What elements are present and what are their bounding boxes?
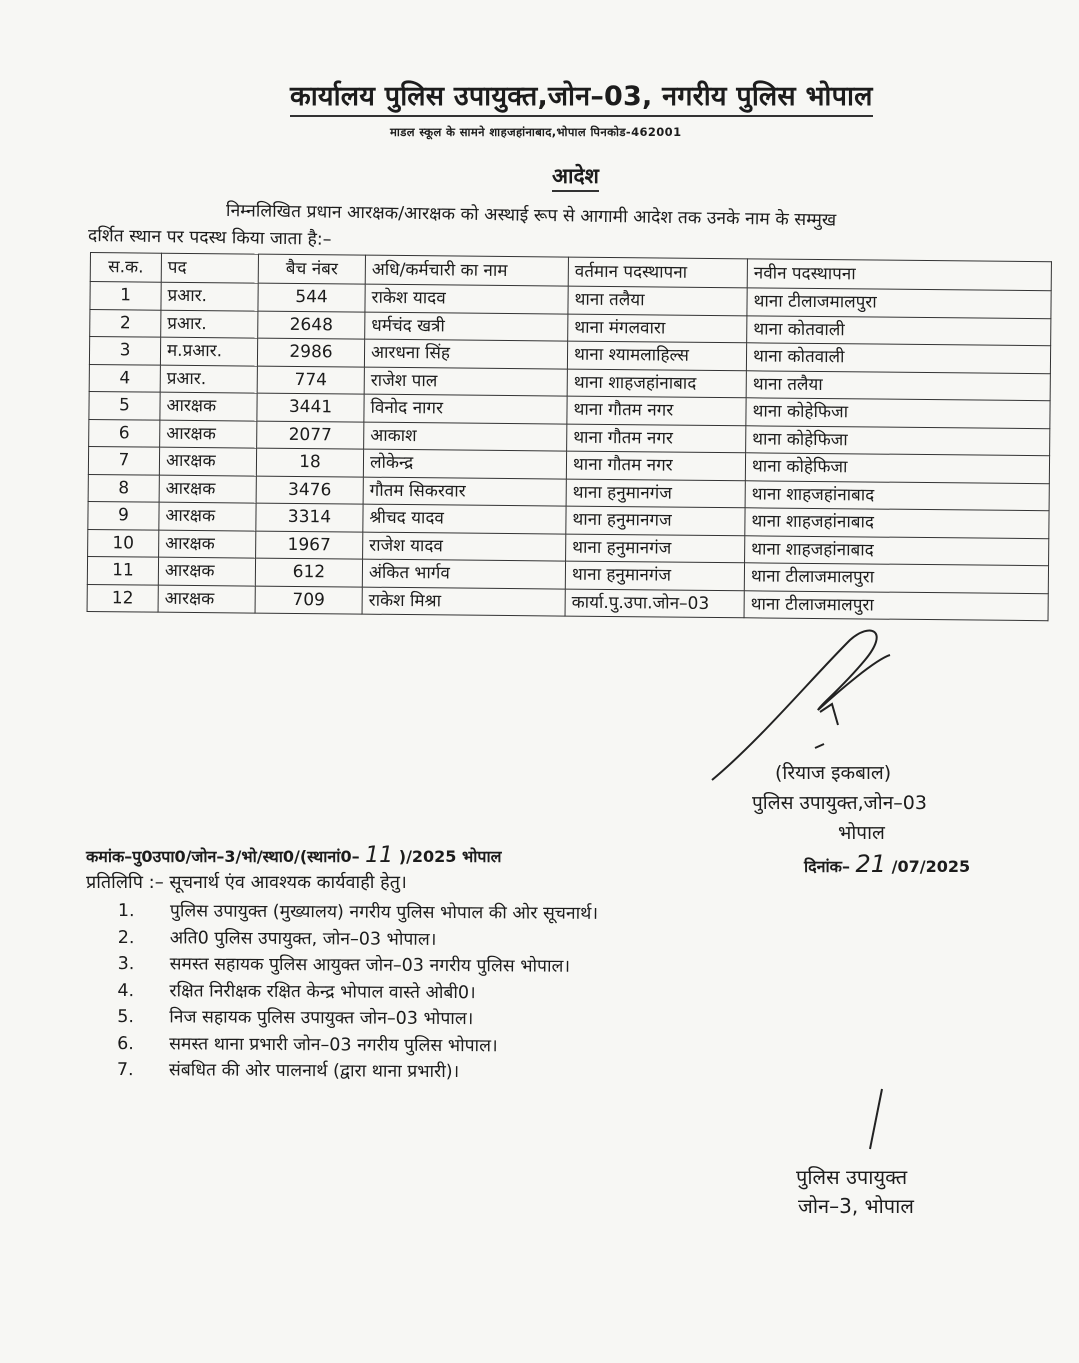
header-post: पद bbox=[161, 253, 258, 283]
list-item bbox=[118, 898, 598, 927]
cell-new-posting: थाना शाहजहांनाबाद bbox=[745, 480, 1049, 510]
cell-new-posting: थाना कोहेफिजा bbox=[746, 398, 1050, 428]
cell-new-posting: थाना शाहजहांनाबाद bbox=[745, 535, 1049, 565]
cell-serial: 12 bbox=[87, 584, 158, 612]
final-signature-mark bbox=[860, 1085, 890, 1155]
cell-badge: 3314 bbox=[256, 503, 363, 532]
reference-prefix: कमांक–पु0उपा0/जोन–3/भो/स्था0/(स्थानां0– bbox=[86, 847, 360, 866]
cell-serial: 2 bbox=[90, 309, 161, 337]
cell-serial: 5 bbox=[89, 391, 160, 419]
cell-new-posting: थाना टीलाजमालपुरा bbox=[744, 590, 1048, 620]
cell-new-posting: थाना टीलाजमालपुरा bbox=[747, 288, 1051, 318]
final-signature bbox=[796, 1163, 914, 1221]
cell-post: प्रआर. bbox=[161, 282, 258, 310]
cell-name: लोकेन्द्र bbox=[363, 449, 566, 478]
cell-post: प्रआर. bbox=[161, 310, 258, 338]
order-intro-line-2: दर्शित स्थान पर पदस्थ किया जाता है:– bbox=[87, 226, 332, 250]
cell-badge: 2648 bbox=[258, 311, 365, 340]
cell-name: गौतम सिकरवार bbox=[363, 477, 566, 506]
copy-list bbox=[117, 898, 598, 1086]
list-item-number: 3. bbox=[117, 953, 135, 975]
list-item bbox=[117, 977, 597, 1006]
cell-badge: 2077 bbox=[257, 421, 364, 450]
cell-name: आकाश bbox=[364, 422, 567, 451]
cell-post: आरक्षक bbox=[158, 557, 255, 585]
header-name: अधि/कर्मचारी का नाम bbox=[365, 255, 568, 286]
signatory-designation: पुलिस उपायुक्त,जोन–03 bbox=[752, 792, 927, 814]
cell-new-posting: थाना कोहेफिजा bbox=[745, 453, 1049, 483]
posting-table bbox=[87, 252, 1052, 621]
final-signature-zone: जोन–3, भोपाल bbox=[798, 1194, 914, 1218]
cell-serial: 7 bbox=[88, 446, 159, 474]
order-intro-line-1: निम्नलिखित प्रधान आरक्षक/आरक्षक को अस्थाई रूप से आगामी आदेश तक उनके नाम के सम्मुख bbox=[225, 201, 837, 231]
cell-badge: 544 bbox=[258, 283, 365, 312]
cell-name: अंकित भार्गव bbox=[362, 559, 565, 588]
office-title: कार्यालय पुलिस उपायुक्त,जोन–03, नगरीय पुलिस भोपाल bbox=[290, 76, 873, 117]
header-badge: बैच नंबर bbox=[258, 254, 365, 284]
cell-name: राकेश मिश्रा bbox=[362, 587, 565, 616]
header-serial: स.क. bbox=[90, 253, 161, 283]
list-item-number: 2. bbox=[117, 927, 135, 948]
cell-current-posting: थाना मंगलवारा bbox=[568, 314, 747, 343]
list-item-number: 4. bbox=[117, 980, 135, 1001]
cell-badge: 612 bbox=[255, 558, 362, 587]
cell-current-posting: थाना तलैया bbox=[568, 286, 747, 315]
list-item bbox=[117, 1057, 597, 1086]
list-item-text: समस्त थाना प्रभारी जोन–03 नगरीय पुलिस भोपाल। bbox=[169, 1033, 498, 1056]
list-item-number: 7. bbox=[116, 1059, 134, 1081]
cell-post: म.प्रआर. bbox=[160, 337, 257, 365]
cell-new-posting: थाना कोतवाली bbox=[746, 343, 1050, 373]
list-item bbox=[117, 1004, 597, 1033]
cell-current-posting: थाना हनुमानगंज bbox=[565, 561, 744, 590]
cell-badge: 3441 bbox=[257, 393, 364, 422]
cell-serial: 8 bbox=[88, 474, 159, 502]
cell-current-posting: थाना गौतम नगर bbox=[567, 424, 746, 453]
list-item-number: 1. bbox=[117, 900, 135, 922]
cell-name: राजेश पाल bbox=[364, 367, 567, 396]
list-item-number: 6. bbox=[117, 1033, 134, 1054]
cell-serial: 9 bbox=[88, 501, 159, 529]
signatory-city: भोपाल bbox=[838, 822, 885, 844]
cell-name: श्रीचद यादव bbox=[363, 504, 566, 533]
list-item bbox=[118, 951, 598, 980]
cell-post: आरक्षक bbox=[159, 475, 256, 503]
cell-name: आरधना सिंह bbox=[364, 339, 567, 368]
cell-post: प्रआर. bbox=[160, 365, 257, 393]
signatory-name: (रियाज इकबाल) bbox=[775, 762, 892, 784]
date-label: दिनांक– bbox=[804, 857, 850, 876]
cell-new-posting: थाना टीलाजमालपुरा bbox=[744, 563, 1048, 593]
cell-badge: 3476 bbox=[256, 476, 363, 505]
list-item-text: पुलिस उपायुक्त (मुख्यालय) नगरीय पुलिस भोपाल की ओर सूचनार्थ। bbox=[169, 901, 599, 924]
reference-number bbox=[86, 843, 501, 868]
cell-post: आरक्षक bbox=[159, 530, 256, 558]
reference-suffix: )/2025 भोपाल bbox=[398, 847, 502, 866]
cell-serial: 4 bbox=[89, 364, 160, 392]
list-item-text: रक्षित निरीक्षक रक्षित केन्द्र भोपाल वास्ते ओबी0। bbox=[169, 980, 476, 1003]
cell-badge: 1967 bbox=[256, 531, 363, 560]
cell-name: राकेश यादव bbox=[365, 284, 568, 313]
list-item-text: समस्त सहायक पुलिस आयुक्त जोन–03 नगरीय पुलिस भोपाल। bbox=[169, 954, 571, 977]
cell-badge: 2986 bbox=[257, 338, 364, 367]
list-item bbox=[117, 1030, 597, 1059]
cell-badge: 709 bbox=[255, 586, 362, 615]
list-item-number: 5. bbox=[117, 1006, 135, 1028]
cell-current-posting: थाना श्यामलाहिल्स bbox=[567, 341, 746, 370]
date-month-year: /07/2025 bbox=[891, 857, 971, 876]
cell-serial: 10 bbox=[88, 529, 159, 557]
cell-current-posting: थाना शाहजहांनाबाद bbox=[567, 369, 746, 398]
order-date bbox=[804, 850, 970, 878]
cell-current-posting: थाना हनुमानगंज bbox=[566, 534, 745, 563]
office-address: माडल स्कूल के सामने शाहजहांनाबाद,भोपाल पिनकोड-462001 bbox=[390, 125, 682, 139]
list-item bbox=[118, 924, 598, 953]
cell-badge: 774 bbox=[257, 366, 364, 395]
cell-serial: 11 bbox=[87, 556, 158, 584]
cell-current-posting: कार्या.पु.उपा.जोन–03 bbox=[565, 589, 744, 618]
cell-current-posting: थाना गौतम नगर bbox=[566, 451, 745, 480]
date-day: 21 bbox=[855, 850, 887, 878]
cell-serial: 1 bbox=[90, 282, 161, 310]
list-item-text: संबधित की ओर पालनार्थ (द्वारा थाना प्रभारी)। bbox=[168, 1060, 460, 1083]
cell-new-posting: थाना तलैया bbox=[746, 370, 1050, 400]
cell-current-posting: थाना गौतम नगर bbox=[567, 396, 746, 425]
cell-post: आरक्षक bbox=[158, 585, 255, 613]
copy-intro: प्रतिलिपि :– सूचनार्थ एंव आवश्यक कार्यवाही हेतु। bbox=[86, 872, 407, 893]
cell-post: आरक्षक bbox=[160, 392, 257, 420]
cell-name: राजेश यादव bbox=[363, 532, 566, 561]
cell-post: आरक्षक bbox=[159, 447, 256, 475]
cell-current-posting: थाना हनुमानगंज bbox=[566, 479, 745, 508]
cell-new-posting: थाना शाहजहांनाबाद bbox=[745, 508, 1049, 538]
cell-post: आरक्षक bbox=[160, 420, 257, 448]
cell-new-posting: थाना कोहेफिजा bbox=[746, 425, 1050, 455]
final-signature-title: पुलिस उपायुक्त bbox=[796, 1165, 908, 1189]
header-current-posting: वर्तमान पदस्थापना bbox=[568, 257, 747, 288]
cell-serial: 6 bbox=[89, 419, 160, 447]
cell-serial: 3 bbox=[89, 337, 160, 365]
cell-name: विनोद नागर bbox=[364, 394, 567, 423]
order-heading: आदेश bbox=[552, 162, 599, 192]
list-item-text: निज सहायक पुलिस उपायुक्त जोन–03 भोपाल। bbox=[169, 1007, 474, 1030]
cell-post: आरक्षक bbox=[159, 502, 256, 530]
header-new-posting: नवीन पदस्थापना bbox=[747, 259, 1051, 291]
cell-current-posting: थाना हनुमानगज bbox=[566, 506, 745, 535]
cell-new-posting: थाना कोतवाली bbox=[747, 315, 1051, 345]
list-item-text: अति0 पुलिस उपायुक्त, जोन–03 भोपाल। bbox=[169, 927, 437, 950]
cell-name: धर्मचंद खत्री bbox=[365, 312, 568, 341]
cell-badge: 18 bbox=[256, 448, 363, 477]
reference-handwritten-number: 11 bbox=[365, 843, 394, 868]
